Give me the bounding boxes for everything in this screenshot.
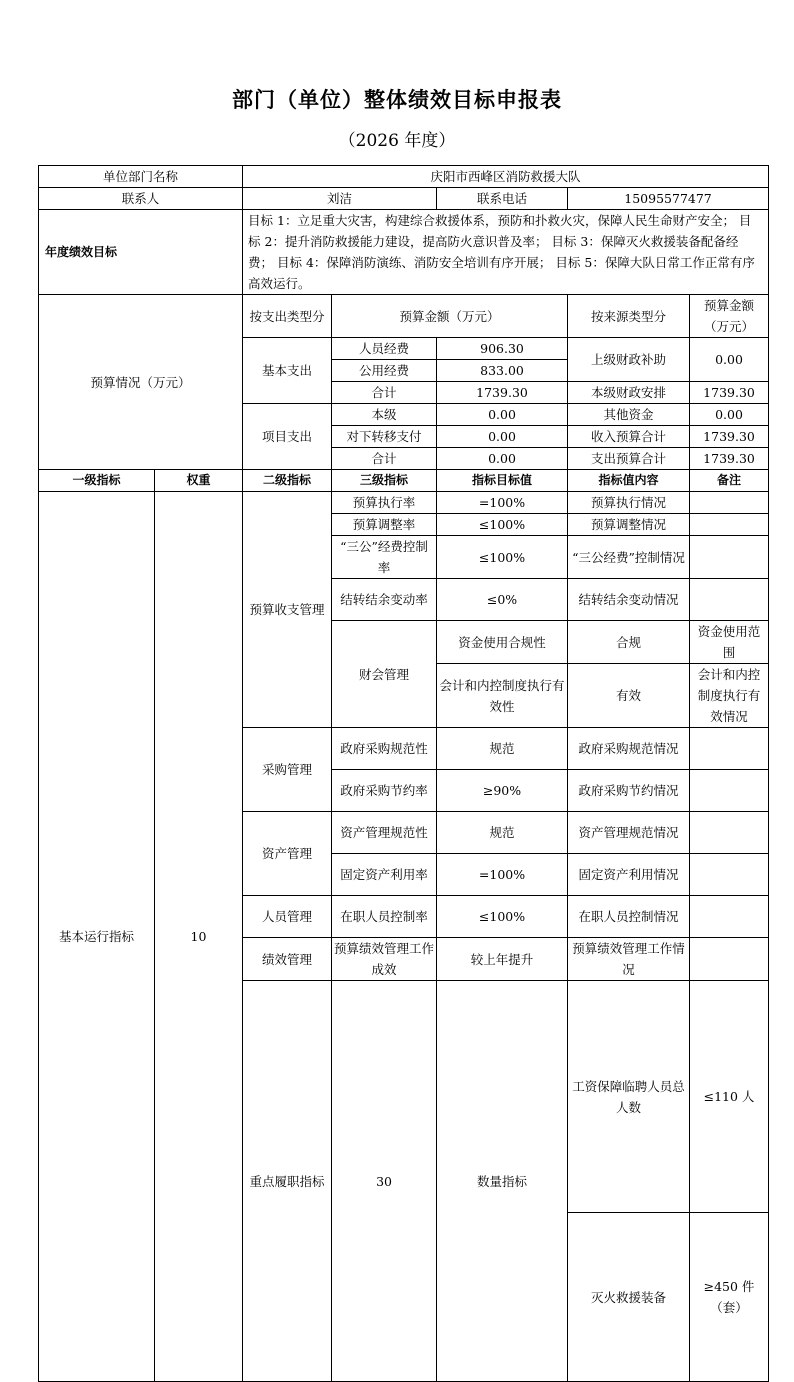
level3-name: 固定资产利用率 [332, 854, 437, 896]
source-name: 收入预算合计 [568, 426, 690, 448]
target-value: 有效 [568, 664, 690, 728]
table-row [39, 188, 769, 210]
target-value: =100% [437, 854, 568, 896]
level3-name: 在职人员控制率 [332, 896, 437, 938]
content-value: 结转结余变动情况 [568, 579, 690, 621]
content-value: 资产管理规范情况 [568, 812, 690, 854]
level2-procurement: 采购管理 [243, 728, 332, 812]
goal-label: 年度绩效目标 [39, 210, 243, 295]
content-value: 政府采购规范情况 [568, 728, 690, 770]
remark-cell [690, 492, 769, 514]
source-name: 支出预算合计 [568, 448, 690, 470]
source-value: 1739.30 [690, 426, 769, 448]
page-subtitle: （2026 年度） [338, 131, 456, 151]
level3-name: 预算调整率 [332, 514, 437, 536]
content-value: 会计和内控制度执行有效情况 [690, 664, 769, 728]
basic-row-name: 人员经费 [332, 338, 437, 360]
target-value: 合规 [568, 621, 690, 664]
level3-name: 资产管理规范性 [332, 812, 437, 854]
level1-basic-ops: 基本运行指标 [39, 492, 155, 1382]
budget-label: 预算情况（万元） [39, 295, 243, 470]
basic-row-name: 合计 [332, 382, 437, 404]
content-value: 预算执行情况 [568, 492, 690, 514]
project-row-value: 0.00 [437, 426, 568, 448]
page-title: 部门（单位）整体绩效目标申报表 [232, 88, 562, 112]
project-expense-label: 项目支出 [243, 404, 332, 470]
table-row [39, 210, 769, 295]
source-name: 其他资金 [568, 404, 690, 426]
table-row [39, 295, 769, 338]
project-row-value: 0.00 [437, 404, 568, 426]
level3-name: “三公”经费控制率 [332, 536, 437, 579]
level3-name: 会计和内控制度执行有效性 [437, 664, 568, 728]
project-row-name: 对下转移支付 [332, 426, 437, 448]
contact-value: 刘洁 [243, 188, 437, 210]
level2-quantity: 数量指标 [437, 981, 568, 1382]
target-value: ≤100% [437, 536, 568, 579]
basic-row-value: 906.30 [437, 338, 568, 360]
project-row-name: 合计 [332, 448, 437, 470]
header-level2: 二级指标 [243, 470, 332, 492]
contact-label: 联系人 [39, 188, 243, 210]
header-level3: 三级指标 [332, 470, 437, 492]
level3-name: 政府采购节约率 [332, 770, 437, 812]
content-value: “三公经费”控制情况 [568, 536, 690, 579]
header-level1: 一级指标 [39, 470, 155, 492]
target-value: ≥90% [437, 770, 568, 812]
budget-by-expense-header: 按支出类型分 [243, 295, 332, 338]
content-value: 资金使用范围 [690, 621, 769, 664]
level2-finance: 财会管理 [332, 621, 437, 728]
budget-by-source-header: 按来源类型分 [568, 295, 690, 338]
content-value: 预算绩效管理工作情况 [568, 938, 690, 981]
target-value: ≤0% [437, 579, 568, 621]
remark-cell [690, 896, 769, 938]
basic-row-value: 833.00 [437, 360, 568, 382]
content-value: 在职人员控制情况 [568, 896, 690, 938]
remark-cell [690, 812, 769, 854]
source-value: 0.00 [690, 338, 769, 382]
level3-name: 预算绩效管理工作成效 [332, 938, 437, 981]
project-row-value: 0.00 [437, 448, 568, 470]
target-value: 规范 [437, 728, 568, 770]
table-row [39, 166, 769, 188]
target-value: 较上年提升 [437, 938, 568, 981]
dept-label: 单位部门名称 [39, 166, 243, 188]
level3-name: 预算执行率 [332, 492, 437, 514]
target-value: 规范 [437, 812, 568, 854]
content-value: 政府采购节约情况 [568, 770, 690, 812]
source-name: 本级财政安排 [568, 382, 690, 404]
source-value: 0.00 [690, 404, 769, 426]
remark-cell [690, 854, 769, 896]
level3-name: 灭火救援装备 [568, 1213, 690, 1382]
remark-cell [690, 514, 769, 536]
project-row-name: 本级 [332, 404, 437, 426]
basic-row-value: 1739.30 [437, 382, 568, 404]
level2-assets: 资产管理 [243, 812, 332, 896]
goal-text: 目标 1：立足重大灾害，构建综合救援体系，预防和扑救火灾，保障人民生命财产安全； 目标 2：提升消防救援能力建设，提高防火意识普及率； 目标 3：保障灭火救援装备配备经费； 目标 4：保障消防演练、消防安全培训有序开展； 目标 5：保障大队日常工作正常有序高效运行。 [243, 210, 769, 295]
target-value: =100% [437, 492, 568, 514]
phone-label: 联系电话 [437, 188, 568, 210]
target-value: ≤100% [437, 514, 568, 536]
basic-expense-label: 基本支出 [243, 338, 332, 404]
remark-cell [690, 536, 769, 579]
remark-cell [690, 770, 769, 812]
phone-value: 15095577477 [568, 188, 769, 210]
level3-name: 工资保障临聘人员总人数 [568, 981, 690, 1213]
remark-cell [690, 579, 769, 621]
target-value: ≤110 人 [690, 981, 769, 1213]
weight-basic-ops: 10 [155, 492, 243, 1382]
indicator-header-row [39, 470, 769, 492]
dept-value: 庆阳市西峰区消防救援大队 [243, 166, 769, 188]
header-content: 指标值内容 [568, 470, 690, 492]
table-row [39, 492, 769, 514]
level3-name: 资金使用合规性 [437, 621, 568, 664]
target-value: ≤100% [437, 896, 568, 938]
source-value: 1739.30 [690, 448, 769, 470]
level3-name: 结转结余变动率 [332, 579, 437, 621]
source-value: 1739.30 [690, 382, 769, 404]
budget-amount-header: 预算金额（万元） [332, 295, 568, 338]
target-value: ≥450 件（套） [690, 1213, 769, 1382]
level2-personnel: 人员管理 [243, 896, 332, 938]
level3-name: 政府采购规范性 [332, 728, 437, 770]
level2-budget-exec: 预算收支管理 [243, 492, 332, 728]
budget-amount-header-2: 预算金额（万元） [690, 295, 769, 338]
header-remark: 备注 [690, 470, 769, 492]
remark-cell [690, 728, 769, 770]
level2-performance: 绩效管理 [243, 938, 332, 981]
content-value: 预算调整情况 [568, 514, 690, 536]
content-value: 固定资产利用情况 [568, 854, 690, 896]
source-name: 上级财政补助 [568, 338, 690, 382]
performance-table [38, 165, 769, 1382]
basic-row-name: 公用经费 [332, 360, 437, 382]
header-weight: 权重 [155, 470, 243, 492]
remark-cell [690, 938, 769, 981]
weight-key-duties: 30 [332, 981, 437, 1382]
level1-key-duties: 重点履职指标 [243, 981, 332, 1382]
header-target: 指标目标值 [437, 470, 568, 492]
